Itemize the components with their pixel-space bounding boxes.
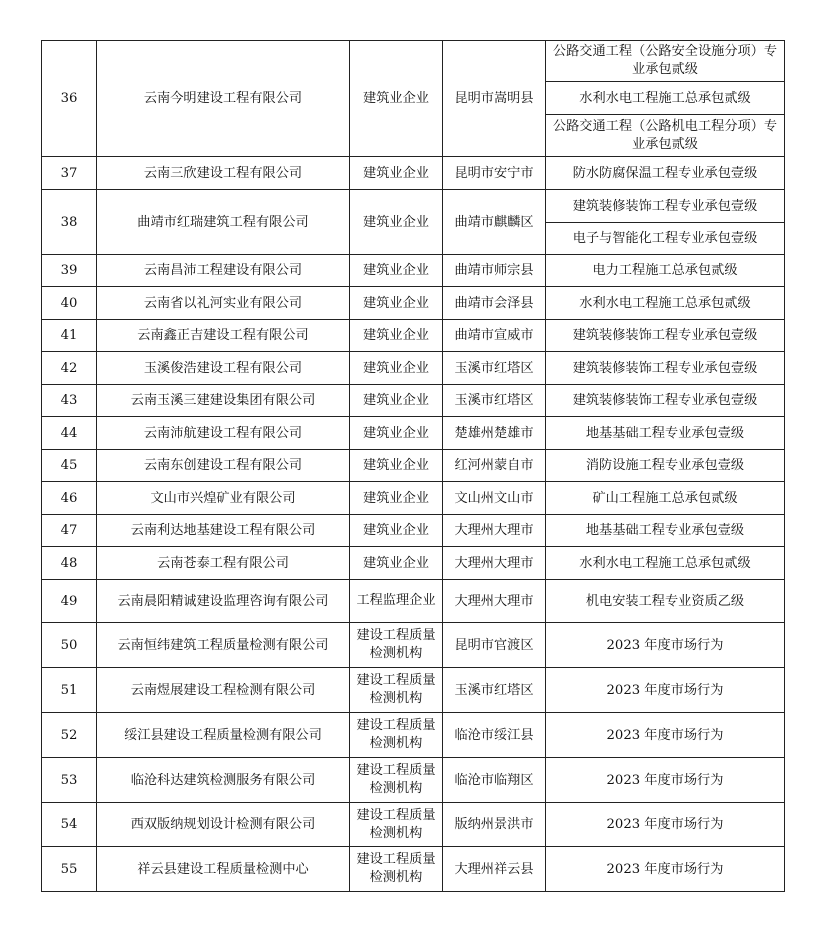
table-row: [42, 320, 785, 352]
region: 大理州大理市: [443, 515, 546, 547]
company-name: 临沧科达建筑检测服务有限公司: [97, 758, 350, 803]
enterprise-type: 建筑业企业: [350, 190, 443, 255]
table-row: [42, 758, 785, 803]
table-row: [42, 713, 785, 758]
enterprise-type: 建筑业企业: [350, 385, 443, 417]
company-name: 云南省以礼河实业有限公司: [97, 287, 350, 320]
qualification: 地基基础工程专业承包壹级: [546, 515, 785, 547]
company-name: 曲靖市红瑞建筑工程有限公司: [97, 190, 350, 255]
table-row: [42, 580, 785, 623]
table-row: [42, 287, 785, 320]
row-number: 47: [42, 515, 97, 547]
region: 临沧市临翔区: [443, 758, 546, 803]
row-number: 50: [42, 623, 97, 668]
enterprise-type: 建设工程质量检测机构: [350, 847, 443, 892]
region: 文山州文山市: [443, 482, 546, 515]
row-number: 42: [42, 352, 97, 385]
table-row: [42, 668, 785, 713]
company-name: 云南昌沛工程建设有限公司: [97, 255, 350, 287]
region: 大理州大理市: [443, 547, 546, 580]
qualification: 公路交通工程（公路安全设施分项）专业承包贰级: [546, 41, 785, 82]
region: 玉溪市红塔区: [443, 385, 546, 417]
qualification: 2023 年度市场行为: [546, 803, 785, 847]
enterprise-type: 建筑业企业: [350, 417, 443, 450]
row-number: 36: [42, 41, 97, 157]
region: 昆明市官渡区: [443, 623, 546, 668]
qualification: 建筑装修装饰工程专业承包壹级: [546, 190, 785, 223]
qualification: 2023 年度市场行为: [546, 758, 785, 803]
qualification: 建筑装修装饰工程专业承包壹级: [546, 320, 785, 352]
table-row: [42, 515, 785, 547]
row-number: 54: [42, 803, 97, 847]
row-number: 41: [42, 320, 97, 352]
company-name: 文山市兴煌矿业有限公司: [97, 482, 350, 515]
qualification: 2023 年度市场行为: [546, 713, 785, 758]
row-number: 52: [42, 713, 97, 758]
row-number: 43: [42, 385, 97, 417]
company-name: 云南苍泰工程有限公司: [97, 547, 350, 580]
table-row: [42, 847, 785, 892]
enterprise-type: 工程监理企业: [350, 580, 443, 623]
qualification: 2023 年度市场行为: [546, 623, 785, 668]
enterprise-type: 建筑业企业: [350, 255, 443, 287]
table-row: [42, 255, 785, 287]
qualification: 2023 年度市场行为: [546, 847, 785, 892]
enterprise-type: 建筑业企业: [350, 450, 443, 482]
enterprise-type: 建筑业企业: [350, 482, 443, 515]
enterprise-type: 建设工程质量检测机构: [350, 623, 443, 668]
qualification: 矿山工程施工总承包贰级: [546, 482, 785, 515]
enterprise-type: 建筑业企业: [350, 320, 443, 352]
row-number: 44: [42, 417, 97, 450]
qualification: 地基基础工程专业承包壹级: [546, 417, 785, 450]
enterprise-type: 建筑业企业: [350, 352, 443, 385]
company-name: 云南鑫正吉建设工程有限公司: [97, 320, 350, 352]
company-name: 云南利达地基建设工程有限公司: [97, 515, 350, 547]
table-row: [42, 417, 785, 450]
table-body: [42, 41, 785, 892]
region: 临沧市绥江县: [443, 713, 546, 758]
company-name: 云南恒纬建筑工程质量检测有限公司: [97, 623, 350, 668]
row-number: 45: [42, 450, 97, 482]
region: 曲靖市宣威市: [443, 320, 546, 352]
company-name: 云南三欣建设工程有限公司: [97, 157, 350, 190]
table-row: [42, 41, 785, 82]
region: 玉溪市红塔区: [443, 668, 546, 713]
company-name: 云南今明建设工程有限公司: [97, 41, 350, 157]
row-number: 48: [42, 547, 97, 580]
qualification: 电子与智能化工程专业承包壹级: [546, 223, 785, 255]
enterprise-type: 建筑业企业: [350, 41, 443, 157]
qualification: 电力工程施工总承包贰级: [546, 255, 785, 287]
qualification-table: [41, 40, 785, 892]
company-name: 绥江县建设工程质量检测有限公司: [97, 713, 350, 758]
company-name: 云南晨阳精诚建设监理咨询有限公司: [97, 580, 350, 623]
company-name: 云南东创建设工程有限公司: [97, 450, 350, 482]
qualification: 建筑装修装饰工程专业承包壹级: [546, 385, 785, 417]
table-row: [42, 623, 785, 668]
region: 曲靖市会泽县: [443, 287, 546, 320]
table-row: [42, 352, 785, 385]
company-name: 云南煜展建设工程检测有限公司: [97, 668, 350, 713]
region: 版纳州景洪市: [443, 803, 546, 847]
table-row: [42, 482, 785, 515]
row-number: 37: [42, 157, 97, 190]
row-number: 38: [42, 190, 97, 255]
row-number: 46: [42, 482, 97, 515]
enterprise-type: 建筑业企业: [350, 515, 443, 547]
qualification: 水利水电工程施工总承包贰级: [546, 82, 785, 115]
enterprise-type: 建设工程质量检测机构: [350, 668, 443, 713]
qualification: 建筑装修装饰工程专业承包壹级: [546, 352, 785, 385]
row-number: 39: [42, 255, 97, 287]
enterprise-type: 建筑业企业: [350, 547, 443, 580]
region: 曲靖市麒麟区: [443, 190, 546, 255]
qualification: 公路交通工程（公路机电工程分项）专业承包贰级: [546, 115, 785, 157]
qualification: 水利水电工程施工总承包贰级: [546, 547, 785, 580]
company-name: 云南沛航建设工程有限公司: [97, 417, 350, 450]
company-name: 玉溪俊浩建设工程有限公司: [97, 352, 350, 385]
region: 大理州祥云县: [443, 847, 546, 892]
region: 昆明市安宁市: [443, 157, 546, 190]
enterprise-type: 建筑业企业: [350, 287, 443, 320]
region: 昆明市嵩明县: [443, 41, 546, 157]
region: 玉溪市红塔区: [443, 352, 546, 385]
table-row: [42, 450, 785, 482]
table-row: [42, 385, 785, 417]
row-number: 40: [42, 287, 97, 320]
region: 大理州大理市: [443, 580, 546, 623]
region: 曲靖市师宗县: [443, 255, 546, 287]
row-number: 55: [42, 847, 97, 892]
table-row: [42, 547, 785, 580]
qualification: 消防设施工程专业承包壹级: [546, 450, 785, 482]
region: 红河州蒙自市: [443, 450, 546, 482]
table-row: [42, 190, 785, 223]
enterprise-type: 建设工程质量检测机构: [350, 803, 443, 847]
region: 楚雄州楚雄市: [443, 417, 546, 450]
qualification: 防水防腐保温工程专业承包壹级: [546, 157, 785, 190]
qualification: 机电安装工程专业资质乙级: [546, 580, 785, 623]
row-number: 49: [42, 580, 97, 623]
enterprise-type: 建设工程质量检测机构: [350, 713, 443, 758]
company-name: 云南玉溪三建建设集团有限公司: [97, 385, 350, 417]
table-row: [42, 157, 785, 190]
company-name: 西双版纳规划设计检测有限公司: [97, 803, 350, 847]
enterprise-type: 建筑业企业: [350, 157, 443, 190]
enterprise-type: 建设工程质量检测机构: [350, 758, 443, 803]
qualification: 水利水电工程施工总承包贰级: [546, 287, 785, 320]
row-number: 53: [42, 758, 97, 803]
row-number: 51: [42, 668, 97, 713]
qualification: 2023 年度市场行为: [546, 668, 785, 713]
table-row: [42, 803, 785, 847]
company-name: 祥云县建设工程质量检测中心: [97, 847, 350, 892]
